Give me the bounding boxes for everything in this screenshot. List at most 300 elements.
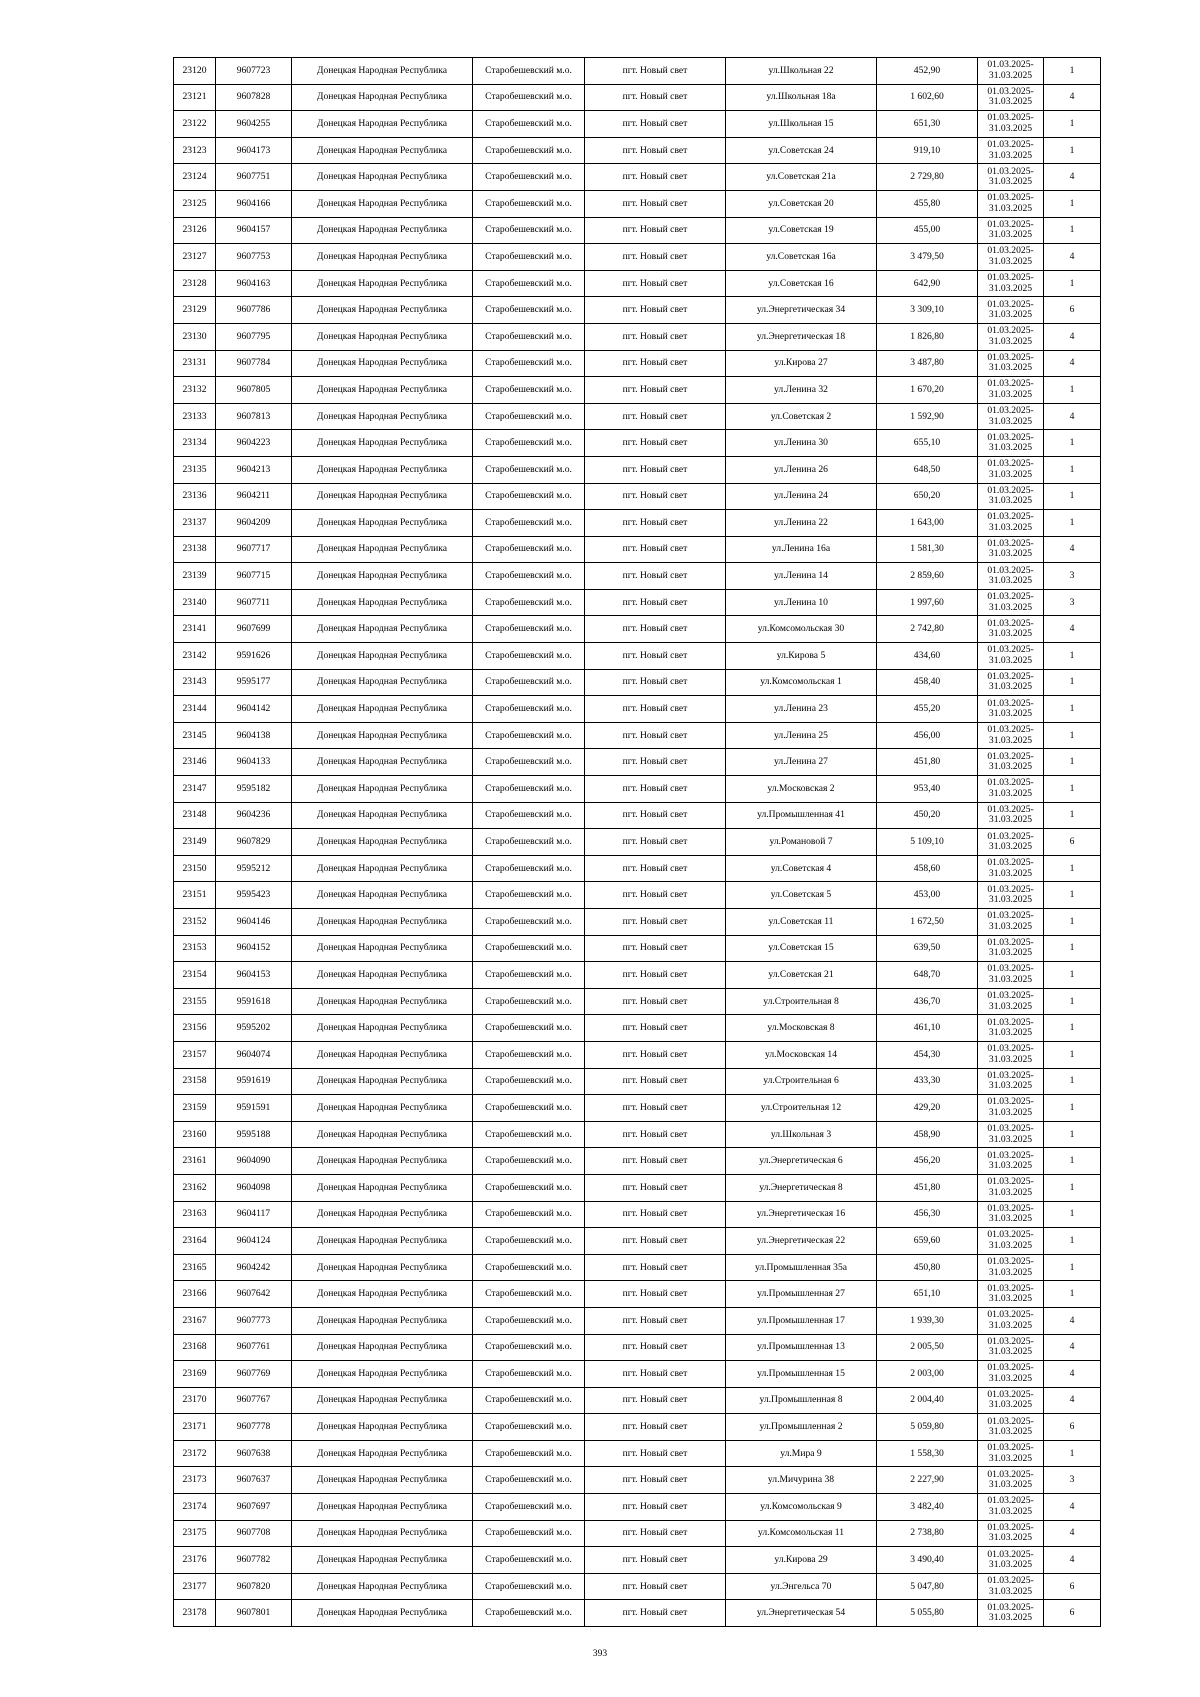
cell-settlement: пгт. Новый свет bbox=[585, 1440, 726, 1467]
table-row bbox=[174, 1281, 1101, 1308]
cell-address: ул.Советская 2 bbox=[726, 403, 877, 430]
cell-region: Донецкая Народная Республика bbox=[292, 802, 473, 829]
cell-region: Донецкая Народная Республика bbox=[292, 1361, 473, 1388]
cell-settlement: пгт. Новый свет bbox=[585, 669, 726, 696]
cell-region: Донецкая Народная Республика bbox=[292, 1201, 473, 1228]
cell-settlement: пгт. Новый свет bbox=[585, 776, 726, 803]
cell-num: 23126 bbox=[174, 217, 216, 244]
cell-municipality: Старобешевский м.о. bbox=[473, 350, 585, 377]
cell-period: 01.03.2025- 31.03.2025 bbox=[978, 1520, 1044, 1547]
cell-region: Донецкая Народная Республика bbox=[292, 589, 473, 616]
cell-region: Донецкая Народная Республика bbox=[292, 829, 473, 856]
cell-area: 451,80 bbox=[877, 1174, 978, 1201]
cell-num: 23141 bbox=[174, 616, 216, 643]
cell-settlement: пгт. Новый свет bbox=[585, 1201, 726, 1228]
cell-count: 1 bbox=[1044, 696, 1101, 723]
cell-area: 651,10 bbox=[877, 1281, 978, 1308]
cell-municipality: Старобешевский м.о. bbox=[473, 1467, 585, 1494]
cell-address: ул.Школьная 18а bbox=[726, 84, 877, 111]
cell-num: 23154 bbox=[174, 962, 216, 989]
table-row bbox=[174, 1201, 1101, 1228]
cell-settlement: пгт. Новый свет bbox=[585, 244, 726, 271]
cell-period: 01.03.2025- 31.03.2025 bbox=[978, 1387, 1044, 1414]
cell-period: 01.03.2025- 31.03.2025 bbox=[978, 456, 1044, 483]
cell-num: 23136 bbox=[174, 483, 216, 510]
cell-region: Донецкая Народная Республика bbox=[292, 510, 473, 537]
cell-region: Донецкая Народная Республика bbox=[292, 1573, 473, 1600]
cell-municipality: Старобешевский м.о. bbox=[473, 1228, 585, 1255]
cell-region: Донецкая Народная Республика bbox=[292, 1307, 473, 1334]
cell-settlement: пгт. Новый свет bbox=[585, 909, 726, 936]
cell-count: 1 bbox=[1044, 430, 1101, 457]
cell-municipality: Старобешевский м.о. bbox=[473, 616, 585, 643]
table-row bbox=[174, 909, 1101, 936]
cell-period: 01.03.2025- 31.03.2025 bbox=[978, 1600, 1044, 1627]
cell-num: 23159 bbox=[174, 1095, 216, 1122]
cell-region: Донецкая Народная Республика bbox=[292, 1387, 473, 1414]
cell-region: Донецкая Народная Республика bbox=[292, 1174, 473, 1201]
table-row bbox=[174, 1467, 1101, 1494]
table-row bbox=[174, 244, 1101, 271]
cell-region: Донецкая Народная Республика bbox=[292, 935, 473, 962]
cell-num: 23153 bbox=[174, 935, 216, 962]
cell-settlement: пгт. Новый свет bbox=[585, 1547, 726, 1574]
cell-region: Донецкая Народная Республика bbox=[292, 722, 473, 749]
table-row bbox=[174, 164, 1101, 191]
cell-count: 1 bbox=[1044, 1041, 1101, 1068]
cell-period: 01.03.2025- 31.03.2025 bbox=[978, 1361, 1044, 1388]
cell-area: 458,40 bbox=[877, 669, 978, 696]
cell-address: ул.Советская 15 bbox=[726, 935, 877, 962]
cell-region: Донецкая Народная Республика bbox=[292, 483, 473, 510]
cell-id: 9604152 bbox=[216, 935, 292, 962]
cell-address: ул.Кирова 29 bbox=[726, 1547, 877, 1574]
cell-count: 1 bbox=[1044, 1228, 1101, 1255]
cell-settlement: пгт. Новый свет bbox=[585, 1068, 726, 1095]
table-row bbox=[174, 536, 1101, 563]
cell-count: 1 bbox=[1044, 1281, 1101, 1308]
cell-address: ул.Промышленная 8 bbox=[726, 1387, 877, 1414]
cell-period: 01.03.2025- 31.03.2025 bbox=[978, 829, 1044, 856]
cell-municipality: Старобешевский м.о. bbox=[473, 1573, 585, 1600]
cell-address: ул.Промышленная 41 bbox=[726, 802, 877, 829]
cell-id: 9607642 bbox=[216, 1281, 292, 1308]
cell-area: 436,70 bbox=[877, 988, 978, 1015]
cell-municipality: Старобешевский м.о. bbox=[473, 111, 585, 138]
cell-count: 1 bbox=[1044, 377, 1101, 404]
cell-count: 1 bbox=[1044, 1201, 1101, 1228]
cell-count: 1 bbox=[1044, 988, 1101, 1015]
cell-municipality: Старобешевский м.о. bbox=[473, 802, 585, 829]
cell-region: Донецкая Народная Республика bbox=[292, 350, 473, 377]
cell-address: ул.Промышленная 35а bbox=[726, 1254, 877, 1281]
cell-num: 23124 bbox=[174, 164, 216, 191]
cell-period: 01.03.2025- 31.03.2025 bbox=[978, 802, 1044, 829]
cell-area: 1 581,30 bbox=[877, 536, 978, 563]
cell-id: 9607697 bbox=[216, 1494, 292, 1521]
cell-region: Донецкая Народная Республика bbox=[292, 1494, 473, 1521]
cell-municipality: Старобешевский м.о. bbox=[473, 589, 585, 616]
table-row bbox=[174, 430, 1101, 457]
cell-id: 9607715 bbox=[216, 563, 292, 590]
cell-address: ул.Комсомольская 1 bbox=[726, 669, 877, 696]
cell-address: ул.Советская 24 bbox=[726, 137, 877, 164]
cell-municipality: Старобешевский м.о. bbox=[473, 1494, 585, 1521]
cell-settlement: пгт. Новый свет bbox=[585, 111, 726, 138]
cell-id: 9607820 bbox=[216, 1573, 292, 1600]
cell-id: 9604163 bbox=[216, 270, 292, 297]
cell-municipality: Старобешевский м.о. bbox=[473, 1095, 585, 1122]
cell-id: 9591591 bbox=[216, 1095, 292, 1122]
cell-region: Донецкая Народная Республика bbox=[292, 696, 473, 723]
cell-count: 1 bbox=[1044, 1148, 1101, 1175]
cell-region: Донецкая Народная Республика bbox=[292, 1600, 473, 1627]
cell-settlement: пгт. Новый свет bbox=[585, 1361, 726, 1388]
cell-period: 01.03.2025- 31.03.2025 bbox=[978, 909, 1044, 936]
cell-num: 23176 bbox=[174, 1547, 216, 1574]
table-row bbox=[174, 882, 1101, 909]
table-row bbox=[174, 510, 1101, 537]
cell-address: ул.Промышленная 15 bbox=[726, 1361, 877, 1388]
cell-count: 4 bbox=[1044, 616, 1101, 643]
cell-municipality: Старобешевский м.о. bbox=[473, 1041, 585, 1068]
cell-area: 651,30 bbox=[877, 111, 978, 138]
cell-municipality: Старобешевский м.о. bbox=[473, 722, 585, 749]
cell-period: 01.03.2025- 31.03.2025 bbox=[978, 1573, 1044, 1600]
cell-num: 23151 bbox=[174, 882, 216, 909]
cell-municipality: Старобешевский м.о. bbox=[473, 1015, 585, 1042]
cell-count: 4 bbox=[1044, 244, 1101, 271]
cell-municipality: Старобешевский м.о. bbox=[473, 456, 585, 483]
cell-settlement: пгт. Новый свет bbox=[585, 350, 726, 377]
cell-municipality: Старобешевский м.о. bbox=[473, 1068, 585, 1095]
cell-settlement: пгт. Новый свет bbox=[585, 1494, 726, 1521]
cell-count: 4 bbox=[1044, 350, 1101, 377]
cell-region: Донецкая Народная Республика bbox=[292, 456, 473, 483]
cell-municipality: Старобешевский м.о. bbox=[473, 563, 585, 590]
cell-num: 23158 bbox=[174, 1068, 216, 1095]
cell-num: 23135 bbox=[174, 456, 216, 483]
cell-id: 9604157 bbox=[216, 217, 292, 244]
cell-num: 23125 bbox=[174, 190, 216, 217]
cell-region: Донецкая Народная Республика bbox=[292, 111, 473, 138]
cell-municipality: Старобешевский м.о. bbox=[473, 483, 585, 510]
table-row bbox=[174, 696, 1101, 723]
cell-id: 9607813 bbox=[216, 403, 292, 430]
cell-num: 23155 bbox=[174, 988, 216, 1015]
cell-id: 9607767 bbox=[216, 1387, 292, 1414]
cell-area: 648,50 bbox=[877, 456, 978, 483]
cell-area: 450,20 bbox=[877, 802, 978, 829]
cell-period: 01.03.2025- 31.03.2025 bbox=[978, 1041, 1044, 1068]
cell-region: Донецкая Народная Республика bbox=[292, 377, 473, 404]
cell-num: 23152 bbox=[174, 909, 216, 936]
cell-settlement: пгт. Новый свет bbox=[585, 696, 726, 723]
cell-count: 6 bbox=[1044, 1573, 1101, 1600]
cell-municipality: Старобешевский м.о. bbox=[473, 1307, 585, 1334]
cell-municipality: Старобешевский м.о. bbox=[473, 1148, 585, 1175]
cell-settlement: пгт. Новый свет bbox=[585, 137, 726, 164]
cell-count: 1 bbox=[1044, 722, 1101, 749]
cell-count: 1 bbox=[1044, 749, 1101, 776]
cell-area: 2 227,90 bbox=[877, 1467, 978, 1494]
cell-municipality: Старобешевский м.о. bbox=[473, 403, 585, 430]
housing-table bbox=[173, 57, 1101, 1627]
cell-id: 9607828 bbox=[216, 84, 292, 111]
table-row bbox=[174, 1414, 1101, 1441]
cell-num: 23133 bbox=[174, 403, 216, 430]
cell-id: 9607708 bbox=[216, 1520, 292, 1547]
cell-address: ул.Советская 21а bbox=[726, 164, 877, 191]
cell-period: 01.03.2025- 31.03.2025 bbox=[978, 988, 1044, 1015]
cell-area: 451,80 bbox=[877, 749, 978, 776]
cell-area: 455,00 bbox=[877, 217, 978, 244]
cell-period: 01.03.2025- 31.03.2025 bbox=[978, 483, 1044, 510]
cell-settlement: пгт. Новый свет bbox=[585, 164, 726, 191]
cell-id: 9607782 bbox=[216, 1547, 292, 1574]
table-row bbox=[174, 1121, 1101, 1148]
cell-address: ул.Ленина 25 bbox=[726, 722, 877, 749]
cell-id: 9595177 bbox=[216, 669, 292, 696]
cell-count: 6 bbox=[1044, 829, 1101, 856]
cell-region: Донецкая Народная Республика bbox=[292, 1121, 473, 1148]
cell-address: ул.Энергетическая 34 bbox=[726, 297, 877, 324]
cell-region: Донецкая Народная Республика bbox=[292, 1440, 473, 1467]
cell-area: 659,60 bbox=[877, 1228, 978, 1255]
cell-region: Донецкая Народная Республика bbox=[292, 1015, 473, 1042]
cell-area: 458,90 bbox=[877, 1121, 978, 1148]
cell-id: 9595202 bbox=[216, 1015, 292, 1042]
cell-num: 23173 bbox=[174, 1467, 216, 1494]
cell-period: 01.03.2025- 31.03.2025 bbox=[978, 1201, 1044, 1228]
cell-period: 01.03.2025- 31.03.2025 bbox=[978, 164, 1044, 191]
cell-address: ул.Промышленная 17 bbox=[726, 1307, 877, 1334]
cell-id: 9595188 bbox=[216, 1121, 292, 1148]
cell-region: Донецкая Народная Республика bbox=[292, 643, 473, 670]
cell-period: 01.03.2025- 31.03.2025 bbox=[978, 1148, 1044, 1175]
cell-settlement: пгт. Новый свет bbox=[585, 643, 726, 670]
cell-municipality: Старобешевский м.о. bbox=[473, 58, 585, 85]
cell-address: ул.Строительная 8 bbox=[726, 988, 877, 1015]
cell-period: 01.03.2025- 31.03.2025 bbox=[978, 1547, 1044, 1574]
cell-settlement: пгт. Новый свет bbox=[585, 1414, 726, 1441]
cell-num: 23161 bbox=[174, 1148, 216, 1175]
cell-municipality: Старобешевский м.о. bbox=[473, 430, 585, 457]
cell-id: 9607717 bbox=[216, 536, 292, 563]
table-row bbox=[174, 270, 1101, 297]
table-row bbox=[174, 1174, 1101, 1201]
cell-settlement: пгт. Новый свет bbox=[585, 1600, 726, 1627]
cell-region: Донецкая Народная Республика bbox=[292, 962, 473, 989]
cell-region: Донецкая Народная Республика bbox=[292, 563, 473, 590]
cell-settlement: пгт. Новый свет bbox=[585, 190, 726, 217]
cell-num: 23143 bbox=[174, 669, 216, 696]
cell-address: ул.Ленина 22 bbox=[726, 510, 877, 537]
page-number: 393 bbox=[592, 1648, 608, 1659]
cell-num: 23166 bbox=[174, 1281, 216, 1308]
cell-area: 458,60 bbox=[877, 855, 978, 882]
cell-region: Донецкая Народная Республика bbox=[292, 1334, 473, 1361]
cell-address: ул.Ленина 14 bbox=[726, 563, 877, 590]
cell-settlement: пгт. Новый свет bbox=[585, 510, 726, 537]
cell-address: ул.Московская 14 bbox=[726, 1041, 877, 1068]
cell-num: 23128 bbox=[174, 270, 216, 297]
cell-id: 9607778 bbox=[216, 1414, 292, 1441]
cell-municipality: Старобешевский м.о. bbox=[473, 1201, 585, 1228]
cell-count: 4 bbox=[1044, 323, 1101, 350]
cell-region: Донецкая Народная Республика bbox=[292, 217, 473, 244]
cell-num: 23147 bbox=[174, 776, 216, 803]
cell-area: 1 643,00 bbox=[877, 510, 978, 537]
cell-settlement: пгт. Новый свет bbox=[585, 430, 726, 457]
cell-municipality: Старобешевский м.о. bbox=[473, 1600, 585, 1627]
cell-municipality: Старобешевский м.о. bbox=[473, 776, 585, 803]
cell-region: Донецкая Народная Республика bbox=[292, 1041, 473, 1068]
cell-region: Донецкая Народная Республика bbox=[292, 164, 473, 191]
cell-settlement: пгт. Новый свет bbox=[585, 1467, 726, 1494]
cell-settlement: пгт. Новый свет bbox=[585, 217, 726, 244]
cell-area: 3 309,10 bbox=[877, 297, 978, 324]
cell-num: 23149 bbox=[174, 829, 216, 856]
cell-num: 23139 bbox=[174, 563, 216, 590]
cell-municipality: Старобешевский м.о. bbox=[473, 377, 585, 404]
cell-area: 5 109,10 bbox=[877, 829, 978, 856]
cell-id: 9604142 bbox=[216, 696, 292, 723]
cell-id: 9607773 bbox=[216, 1307, 292, 1334]
table-body bbox=[174, 58, 1101, 1627]
table-row bbox=[174, 1254, 1101, 1281]
cell-municipality: Старобешевский м.о. bbox=[473, 1520, 585, 1547]
cell-id: 9607637 bbox=[216, 1467, 292, 1494]
cell-area: 1 997,60 bbox=[877, 589, 978, 616]
table-row bbox=[174, 1547, 1101, 1574]
cell-count: 1 bbox=[1044, 669, 1101, 696]
cell-address: ул.Московская 8 bbox=[726, 1015, 877, 1042]
cell-id: 9607769 bbox=[216, 1361, 292, 1388]
table-row bbox=[174, 84, 1101, 111]
cell-period: 01.03.2025- 31.03.2025 bbox=[978, 536, 1044, 563]
cell-num: 23177 bbox=[174, 1573, 216, 1600]
cell-area: 450,80 bbox=[877, 1254, 978, 1281]
cell-settlement: пгт. Новый свет bbox=[585, 1307, 726, 1334]
cell-address: ул.Ленина 24 bbox=[726, 483, 877, 510]
cell-count: 1 bbox=[1044, 111, 1101, 138]
cell-period: 01.03.2025- 31.03.2025 bbox=[978, 323, 1044, 350]
cell-settlement: пгт. Новый свет bbox=[585, 1148, 726, 1175]
cell-period: 01.03.2025- 31.03.2025 bbox=[978, 1068, 1044, 1095]
cell-settlement: пгт. Новый свет bbox=[585, 1174, 726, 1201]
cell-settlement: пгт. Новый свет bbox=[585, 1015, 726, 1042]
cell-period: 01.03.2025- 31.03.2025 bbox=[978, 643, 1044, 670]
cell-region: Донецкая Народная Республика bbox=[292, 1254, 473, 1281]
cell-count: 1 bbox=[1044, 1015, 1101, 1042]
table-row bbox=[174, 297, 1101, 324]
cell-region: Донецкая Народная Республика bbox=[292, 536, 473, 563]
cell-settlement: пгт. Новый свет bbox=[585, 882, 726, 909]
cell-municipality: Старобешевский м.о. bbox=[473, 244, 585, 271]
cell-municipality: Старобешевский м.о. bbox=[473, 1414, 585, 1441]
cell-address: ул.Советская 4 bbox=[726, 855, 877, 882]
cell-count: 4 bbox=[1044, 1334, 1101, 1361]
cell-num: 23165 bbox=[174, 1254, 216, 1281]
cell-settlement: пгт. Новый свет bbox=[585, 722, 726, 749]
cell-region: Донецкая Народная Республика bbox=[292, 1281, 473, 1308]
table-row bbox=[174, 1095, 1101, 1122]
cell-count: 4 bbox=[1044, 1547, 1101, 1574]
cell-count: 1 bbox=[1044, 1254, 1101, 1281]
cell-num: 23144 bbox=[174, 696, 216, 723]
cell-id: 9607829 bbox=[216, 829, 292, 856]
cell-period: 01.03.2025- 31.03.2025 bbox=[978, 111, 1044, 138]
cell-period: 01.03.2025- 31.03.2025 bbox=[978, 244, 1044, 271]
cell-num: 23157 bbox=[174, 1041, 216, 1068]
cell-period: 01.03.2025- 31.03.2025 bbox=[978, 1254, 1044, 1281]
cell-count: 1 bbox=[1044, 855, 1101, 882]
cell-municipality: Старобешевский м.о. bbox=[473, 297, 585, 324]
cell-count: 4 bbox=[1044, 1387, 1101, 1414]
table-row bbox=[174, 1600, 1101, 1627]
cell-id: 9604223 bbox=[216, 430, 292, 457]
cell-address: ул.Энергетическая 16 bbox=[726, 1201, 877, 1228]
cell-count: 1 bbox=[1044, 802, 1101, 829]
cell-address: ул.Советская 21 bbox=[726, 962, 877, 989]
cell-count: 1 bbox=[1044, 643, 1101, 670]
cell-area: 1 558,30 bbox=[877, 1440, 978, 1467]
cell-period: 01.03.2025- 31.03.2025 bbox=[978, 1015, 1044, 1042]
cell-address: ул.Школьная 22 bbox=[726, 58, 877, 85]
cell-region: Донецкая Народная Республика bbox=[292, 270, 473, 297]
cell-count: 4 bbox=[1044, 1494, 1101, 1521]
cell-address: ул.Школьная 3 bbox=[726, 1121, 877, 1148]
table-row bbox=[174, 802, 1101, 829]
cell-settlement: пгт. Новый свет bbox=[585, 855, 726, 882]
cell-area: 3 490,40 bbox=[877, 1547, 978, 1574]
cell-region: Донецкая Народная Республика bbox=[292, 855, 473, 882]
table-row bbox=[174, 1520, 1101, 1547]
cell-id: 9604211 bbox=[216, 483, 292, 510]
cell-num: 23130 bbox=[174, 323, 216, 350]
cell-period: 01.03.2025- 31.03.2025 bbox=[978, 58, 1044, 85]
cell-count: 1 bbox=[1044, 190, 1101, 217]
cell-id: 9607723 bbox=[216, 58, 292, 85]
cell-region: Донецкая Народная Республика bbox=[292, 669, 473, 696]
cell-period: 01.03.2025- 31.03.2025 bbox=[978, 217, 1044, 244]
cell-id: 9595423 bbox=[216, 882, 292, 909]
cell-id: 9595182 bbox=[216, 776, 292, 803]
cell-count: 1 bbox=[1044, 483, 1101, 510]
cell-area: 953,40 bbox=[877, 776, 978, 803]
cell-num: 23174 bbox=[174, 1494, 216, 1521]
cell-region: Донецкая Народная Республика bbox=[292, 1148, 473, 1175]
cell-num: 23145 bbox=[174, 722, 216, 749]
cell-municipality: Старобешевский м.о. bbox=[473, 164, 585, 191]
cell-municipality: Старобешевский м.о. bbox=[473, 510, 585, 537]
cell-settlement: пгт. Новый свет bbox=[585, 829, 726, 856]
cell-area: 453,00 bbox=[877, 882, 978, 909]
cell-area: 3 487,80 bbox=[877, 350, 978, 377]
cell-period: 01.03.2025- 31.03.2025 bbox=[978, 1307, 1044, 1334]
cell-id: 9604117 bbox=[216, 1201, 292, 1228]
cell-region: Донецкая Народная Республика bbox=[292, 297, 473, 324]
cell-settlement: пгт. Новый свет bbox=[585, 456, 726, 483]
cell-period: 01.03.2025- 31.03.2025 bbox=[978, 137, 1044, 164]
cell-municipality: Старобешевский м.о. bbox=[473, 1121, 585, 1148]
cell-address: ул.Комсомольская 30 bbox=[726, 616, 877, 643]
cell-settlement: пгт. Новый свет bbox=[585, 403, 726, 430]
table-row bbox=[174, 111, 1101, 138]
cell-settlement: пгт. Новый свет bbox=[585, 1041, 726, 1068]
cell-settlement: пгт. Новый свет bbox=[585, 988, 726, 1015]
